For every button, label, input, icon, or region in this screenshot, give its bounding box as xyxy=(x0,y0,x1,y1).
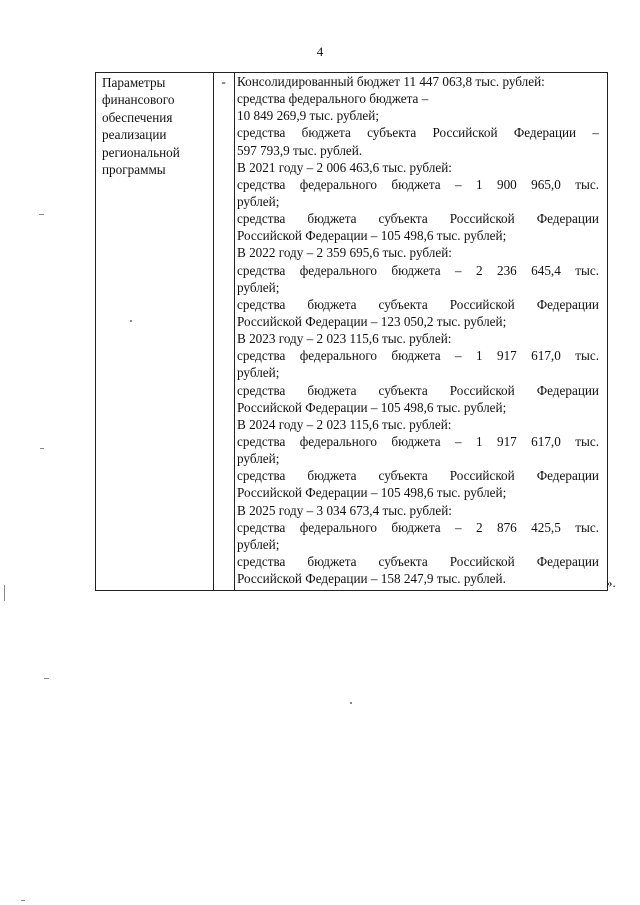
financing-detail-line: средства федерального бюджета – 2 236 645,4 тыс. xyxy=(237,262,599,278)
financing-detail-line: Российской Федерации – 158 247,9 тыс. рублей. xyxy=(237,571,506,587)
parameter-name-line: программы xyxy=(102,162,166,178)
financing-detail-line: средства бюджета субъекта Российской Федерации – xyxy=(237,125,599,141)
financing-detail-line: рублей; xyxy=(237,536,280,552)
dash-cell: - xyxy=(221,74,226,89)
scan-speck xyxy=(21,900,25,901)
scan-speck xyxy=(130,320,132,322)
financing-detail-line: Консолидированный бюджет 11 447 063,8 тыс. рублей: xyxy=(237,74,545,89)
financing-detail-line: средства федерального бюджета – xyxy=(237,91,429,107)
financing-detail-line: Российской Федерации – 123 050,2 тыс. рублей; xyxy=(237,313,507,329)
financing-detail-line: средства федерального бюджета – 1 900 965,0 тыс. xyxy=(237,176,599,192)
financing-detail-line: Российской Федерации – 105 498,6 тыс. рублей; xyxy=(237,228,507,244)
financing-detail-line: средства бюджета субъекта Российской Федерации xyxy=(237,382,599,398)
financing-detail-line: Российской Федерации – 105 498,6 тыс. рублей; xyxy=(237,399,507,415)
financing-detail-line: В 2024 году – 2 023 115,6 тыс. рублей: xyxy=(237,416,452,432)
financing-detail-line: рублей; xyxy=(237,451,280,467)
financing-detail-line: средства бюджета субъекта Российской Федерации xyxy=(237,296,599,312)
financing-detail-line: Российской Федерации – 105 498,6 тыс. рублей; xyxy=(237,485,507,501)
financing-details-cell xyxy=(237,73,599,587)
scan-speck xyxy=(350,702,352,704)
financing-parameters-table xyxy=(95,72,608,591)
scan-speck xyxy=(4,585,5,601)
scan-speck xyxy=(39,214,44,215)
financing-detail-line: В 2022 году – 2 359 695,6 тыс. рублей: xyxy=(237,245,452,261)
financing-detail-line: рублей; xyxy=(237,193,280,209)
parameter-name-line: Параметры xyxy=(102,75,166,90)
financing-detail-line: средства федерального бюджета – 2 876 425,5 тыс. xyxy=(237,519,599,535)
page-number: 4 xyxy=(316,44,324,59)
column-divider xyxy=(234,73,235,590)
financing-detail-line: В 2023 году – 2 023 115,6 тыс. рублей: xyxy=(237,331,452,347)
financing-detail-line: В 2021 году – 2 006 463,6 тыс. рублей: xyxy=(237,159,452,175)
financing-detail-line: 10 849 269,9 тыс. рублей; xyxy=(237,108,379,124)
parameter-name-line: региональной xyxy=(102,144,180,160)
financing-detail-line: рублей; xyxy=(237,279,280,295)
scan-speck xyxy=(44,678,49,679)
financing-detail-line: средства федерального бюджета – 1 917 617,0 тыс. xyxy=(237,348,599,364)
parameter-name-line: реализации xyxy=(102,127,167,143)
parameter-name-line: финансового xyxy=(102,92,175,108)
financing-detail-line: средства федерального бюджета – 1 917 617,0 тыс. xyxy=(237,433,599,449)
closing-quote: ». xyxy=(606,575,616,590)
parameter-name-cell xyxy=(102,74,210,178)
financing-detail-line: средства бюджета субъекта Российской Федерации xyxy=(237,468,599,484)
financing-detail-line: средства бюджета субъекта Российской Федерации xyxy=(237,553,599,569)
financing-detail-line: средства бюджета субъекта Российской Федерации xyxy=(237,211,599,227)
column-divider xyxy=(213,73,214,590)
parameter-name-line: обеспечения xyxy=(102,109,173,125)
scan-speck xyxy=(40,448,44,449)
financing-detail-line: 597 793,9 тыс. рублей. xyxy=(237,142,363,158)
financing-detail-line: рублей; xyxy=(237,365,280,381)
financing-detail-line: В 2025 году – 3 034 673,4 тыс. рублей: xyxy=(237,502,452,518)
